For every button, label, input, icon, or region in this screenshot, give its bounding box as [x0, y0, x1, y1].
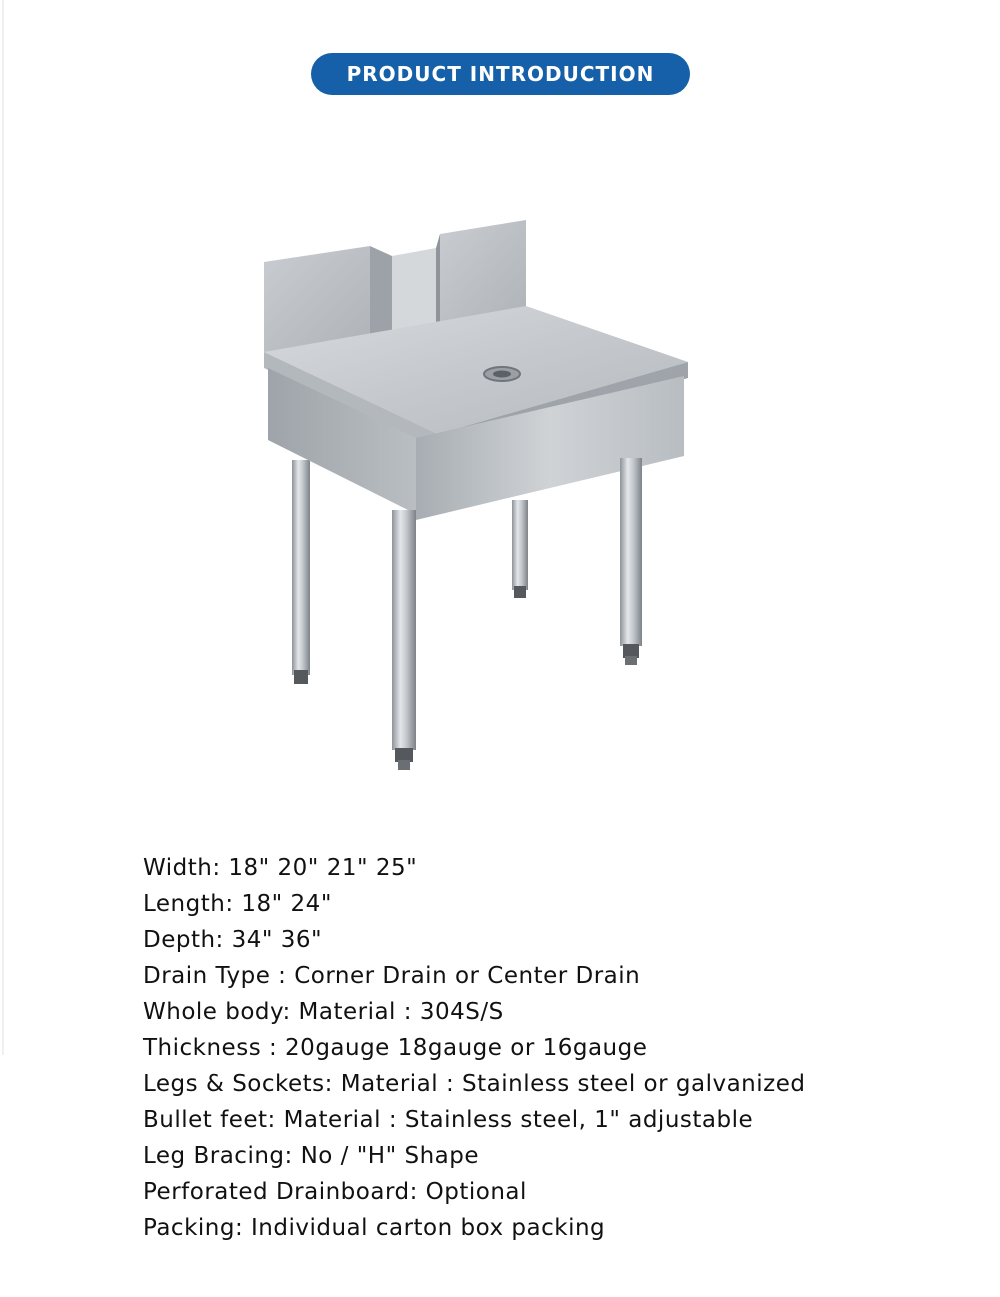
- spec-packing: Packing: Individual carton box packing: [143, 1215, 606, 1241]
- spec-width: Width: 18" 20" 21" 25": [143, 855, 418, 881]
- spec-depth: Depth: 34" 36": [143, 927, 323, 953]
- left-edge-divider: [2, 0, 4, 1055]
- spec-length: Length: 18" 24": [143, 891, 332, 917]
- product-photo: [250, 210, 710, 790]
- spec-drain-type: Drain Type : Corner Drain or Center Drain: [143, 963, 641, 989]
- front-left-leg: [392, 510, 416, 750]
- spec-bullet-feet: Bullet feet: Material : Stainless steel, 1" adjustable: [143, 1107, 754, 1133]
- spec-thickness: Thickness : 20gauge 18gauge or 16gauge: [143, 1035, 648, 1061]
- spec-legs-sockets: Legs & Sockets: Material : Stainless steel or galvanized: [143, 1071, 806, 1097]
- spec-leg-bracing: Leg Bracing: No / "H" Shape: [143, 1143, 480, 1169]
- section-title-badge: [311, 53, 690, 95]
- back-left-leg: [292, 460, 310, 675]
- front-right-leg: [620, 458, 642, 646]
- spec-drainboard: Perforated Drainboard: Optional: [143, 1179, 527, 1205]
- back-right-leg: [512, 500, 528, 590]
- section-title: PRODUCT INTRODUCTION: [346, 62, 655, 86]
- spec-list: [143, 850, 805, 1246]
- spec-body-material: Whole body: Material : 304S/S: [143, 999, 504, 1025]
- left-backsplash: [264, 246, 370, 352]
